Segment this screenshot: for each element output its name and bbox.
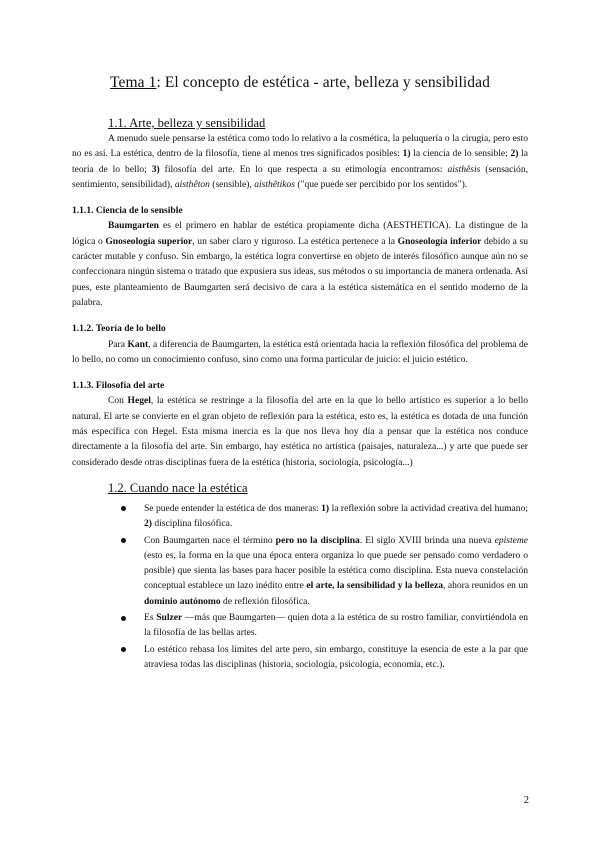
paragraph-1-1-2: Para Kant, a diferencia de Baumgarten, la estética está orientada hacia la reflexión filosófica del problema de lo bello, no como un conocimiento confuso, sino como una forma particular de juicio: el juicio estético.: [72, 338, 529, 365]
list-item: Con Baumgarten nace el término pero no la disciplina. El siglo XVIII brinda una nueva episteme (esto es, la forma en la que una época entera organiza lo que puede ser pensado como verdadero o posible) que sienta las bases para hacer posible la estética como disciplina. Esta nueva constelación conceptual establece un lazo inédito entre el arte, la sensibilidad y la belleza, ahora reunidos en un dominio autónomo de reflexión filosófica.: [72, 533, 528, 609]
paragraph-1-1-1: Baumgarten es el primero en hablar de estética propiamente dicha (AESTHETICA). La distingue de la lógica o Gnoseología superior, un saber claro y riguroso. La estética pertenece a la Gnoseología inferior debido a su carácter mutable y confuso. Sin embargo, la estética logra convertirse en objeto de interés filosófico aunque aún no se confeccionara ningún sistema o tratado que expusiera sus ideas, sus métodos o su importancia de manera ordenada. Así pues, este planteamiento de Baumgarten será decisivo de cara a la estética sistemática en el sentido moderno de la palabra.: [72, 220, 528, 308]
section-heading-1-1: 1.1. Arte, belleza y sensibilidad: [108, 116, 266, 130]
bullet-icon: [121, 616, 126, 621]
list-item: Lo estético rebasa los límites del arte pero, sin embargo, constituye la esencia de este a la par que atraviesa todas las disciplinas (historia, sociología, psicología, economía, etc.).: [72, 642, 528, 673]
paragraph-1-1: A menudo suele pensarse la estética como todo lo relativo a la cosmética, la peluquería o la cirugía, pero esto no es así. La estética, dentro de la filosofía, tiene al menos tres significados posibles: 1) la ciencia de lo sensible; 2) la teoría de lo bello; 3) filosofía del arte. En lo que respecta a su etimología encontramos: aisthêsis (sensación, sentimiento, sensibilidad), aisthêton (sensible), aisthêtikos ("que puede ser percibido por los sentidos").: [72, 133, 528, 190]
page-title: [0, 74, 600, 92]
section-heading-1-1-3: 1.1.3. Filosofía del arte: [72, 380, 165, 392]
page-number: 2: [523, 795, 529, 806]
bullet-icon: [121, 647, 126, 652]
section-heading-1-1-1: 1.1.1. Ciencia de lo sensible: [72, 205, 183, 217]
bullet-list: [72, 501, 528, 672]
paragraph-1-1-3: Con Hegel, la estética se restringe a la filosofía del arte en la que lo bello artístico es superior a lo bello natural. El arte se convierte en el gran objeto de reflexión para la estética, esto es, la estética es dotada de una función más específica con Hegel. Esta misma inercia es la que nos lleva hoy día a pensar que la estética nos conduce directamente a la filosofía del arte. Sin embargo, hay estética no artística (paisajes, naturaleza...) y arte que puede ser considerado desde otras disciplinas fuera de la estética (historia, sociología, psicología...): [72, 395, 528, 468]
title-text: : El concepto de estética - arte, belleza y sensibilidad: [156, 74, 490, 91]
section-heading-1-2: 1.2. Cuando nace la estética: [108, 480, 248, 495]
document-body: [72, 115, 528, 673]
bullet-icon: [121, 506, 126, 511]
section-heading-1-1-2: 1.1.2. Teoría de lo bello: [72, 323, 166, 335]
list-item: Se puede entender la estética de dos maneras: 1) la reflexión sobre la actividad creativa del humano; 2) disciplina filosófica.: [72, 501, 528, 532]
bullet-icon: [121, 538, 126, 543]
title-label: Tema 1: [110, 74, 157, 91]
list-item: Es Sulzer —más que Baumgarten— quien dota a la estética de su rostro familiar, convirtiéndola en la filosofía de las bellas artes.: [72, 610, 528, 641]
